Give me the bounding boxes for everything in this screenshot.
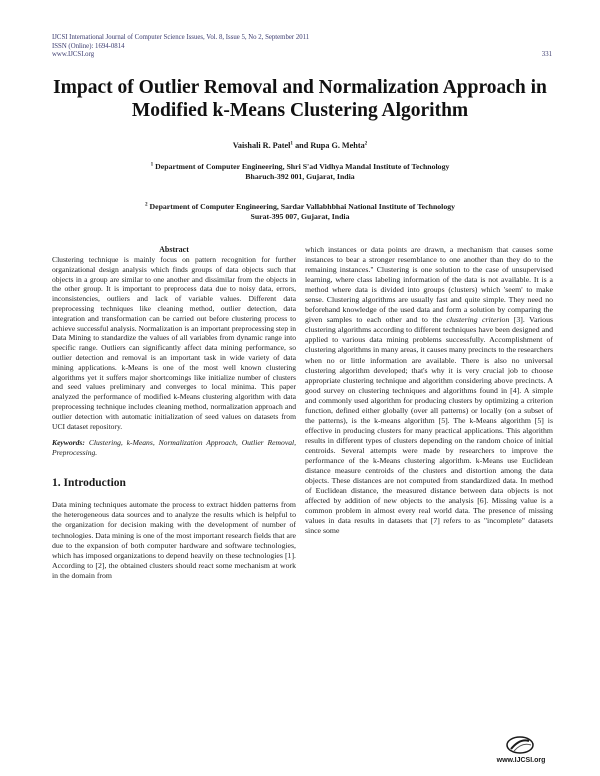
author-1-affil-mark: 1 <box>290 140 294 147</box>
keywords-list: Clustering, k-Means, Normalization Approach, Outlier Removal, Preprocessing. <box>52 438 296 458</box>
abstract-body: Clustering technique is mainly focus on pattern recognition for further organizational design analysis which finds groups of data objects such that objects in a group are similar to one another and dissimilar from the objects in the other group. It is important to preprocess data due to noisy data, errors, inconsistencies, outliers and lack of variable values. Different data preprocessing techniques like cleaning method, outlier detection, data integration and transformation can be carried out before clustering process to achieve successful analysis. Normalization is an important preprocessing step in Data Mining to standardize the values of all variables from dynamic range into specific range. Outliers can significantly affect data mining performance, so outlier detection and removal is an important task in wide variety of data mining applications. k-Means is one of the most well known clustering algorithms yet it suffers major shortcomings like initialize number of clusters and seed values preliminary and converges to local minima. This paper analyzed the performance of modified k-Means clustering algorithm with data preprocessing technique includes cleaning method, normalization approach and outlier detection with automatic initialization of seed values on datasets from UCI dataset repository. <box>52 255 296 431</box>
right-text-italic: clustering criterion <box>446 315 510 325</box>
author-2: Rupa G. Mehta <box>310 141 365 150</box>
affiliation-2 <box>0 202 600 222</box>
right-column <box>305 245 553 536</box>
paper-title <box>40 76 560 122</box>
author-join: and <box>293 141 311 150</box>
right-text-part-1: which instances or data points are drawn, a mechanism that causes some instances to bear a stronger resemblance to one another than they do to the remaining instances." Clustering is one solution to the case of unsupervised learning, where class labeling information of the data is not available. It is a method where data is divided into groups (clusters) which 'seem' to make sense. Clustering algorithms are usually fast and quite simple. They need no beforehand knowledge of the used data and form a solution by comparing the given samples to each other and to the <box>305 245 553 325</box>
title-line-1: Impact of Outlier Removal and Normalization Approach in <box>53 77 547 98</box>
left-column <box>52 245 296 582</box>
title-line-2: Modified k-Means Clustering Algorithm <box>131 100 469 121</box>
author-list <box>0 141 600 150</box>
abstract-heading: Abstract <box>159 245 189 254</box>
ijcsi-logo-icon <box>506 736 534 754</box>
journal-name: IJCSI International Journal of Computer Science Issues, Vol. 8, Issue 5, No 2, September 2011 <box>52 34 310 41</box>
affil-1-mark: 1 <box>150 161 154 168</box>
affil-2-dept: Department of Computer Engineering, Sardar Vallabhbhai National Institute of Technology <box>149 202 456 211</box>
right-column-body <box>305 245 553 536</box>
journal-website[interactable]: www.IJCSI.org <box>52 51 95 59</box>
author-2-affil-mark: 2 <box>364 140 368 147</box>
affil-1-location: Bharuch-392 001, Gujarat, India <box>245 172 355 182</box>
affil-1-dept: Department of Computer Engineering, Shri S'ad Vidhya Mandal Institute of Technology <box>155 162 450 171</box>
journal-header <box>52 34 552 60</box>
keywords <box>52 438 296 458</box>
page-number: 331 <box>541 51 552 58</box>
footer-website[interactable]: www.IJCSI.org <box>496 757 546 764</box>
right-text-part-2: [3]. Various clustering algorithms according to different techniques have been designed and applied to various data mining problems successfully. Accomplishment of clustering algorithms in many areas, it causes many precincts to the researchers when no or little information are available. There is also no universal clustering algorithm developed; that's why it is very crucial job to choose appropriate clustering technique and algorithm considering above precincts. A good survey on clustering techniques and algorithms found in [4]. A simple and commonly used algorithm for producing clusters by optimizing a criterion function, defined either globally (over all patterns) or locally (on a subset of the patterns), is the k-means algorithm [5]. The k-Means algorithm [5] is effective in producing clusters for many practical applications. This algorithm results in different types of clusters depending on the random choice of initial centroids. Several attempts were made by researchers to improve the performance of the k-Means clustering algorithm. k-Means use Euclidean distance measure centroids of the clusters and distortion among the data objects. These distances are not computed from standardized data. In method of Euclidean distance, the measured distance between data objects is not affected by addition of new objects to the analysis [6]. Missing value is a common problem in almost every real world data. The presence of missing values in data results in datasets that [7] refers to as "incomplete" datasets since some <box>305 315 553 536</box>
journal-issn: ISSN (Online): 1694-0814 <box>52 42 125 50</box>
author-1: Vaishali R. Patel <box>232 141 291 150</box>
introduction-heading: 1. Introduction <box>52 476 126 489</box>
affil-2-mark: 2 <box>144 201 148 208</box>
affil-2-location: Surat-395 007, Gujarat, India <box>250 212 350 222</box>
affiliation-1 <box>0 162 600 182</box>
keywords-label: Keywords: <box>52 438 85 448</box>
introduction-body: Data mining techniques automate the process to extract hidden patterns from the heterogeneous data sources and to analyze the results which is helpful to the organization for decision making with the development of number of technologies. Data mining is one of the most important research fields that are due to the expansion of both computer hardware and software technologies, which has imposed organizations to depend heavily on these technologies [1]. According to [2], the obtained clusters should react some mechanism at work in the domain from <box>52 499 297 581</box>
